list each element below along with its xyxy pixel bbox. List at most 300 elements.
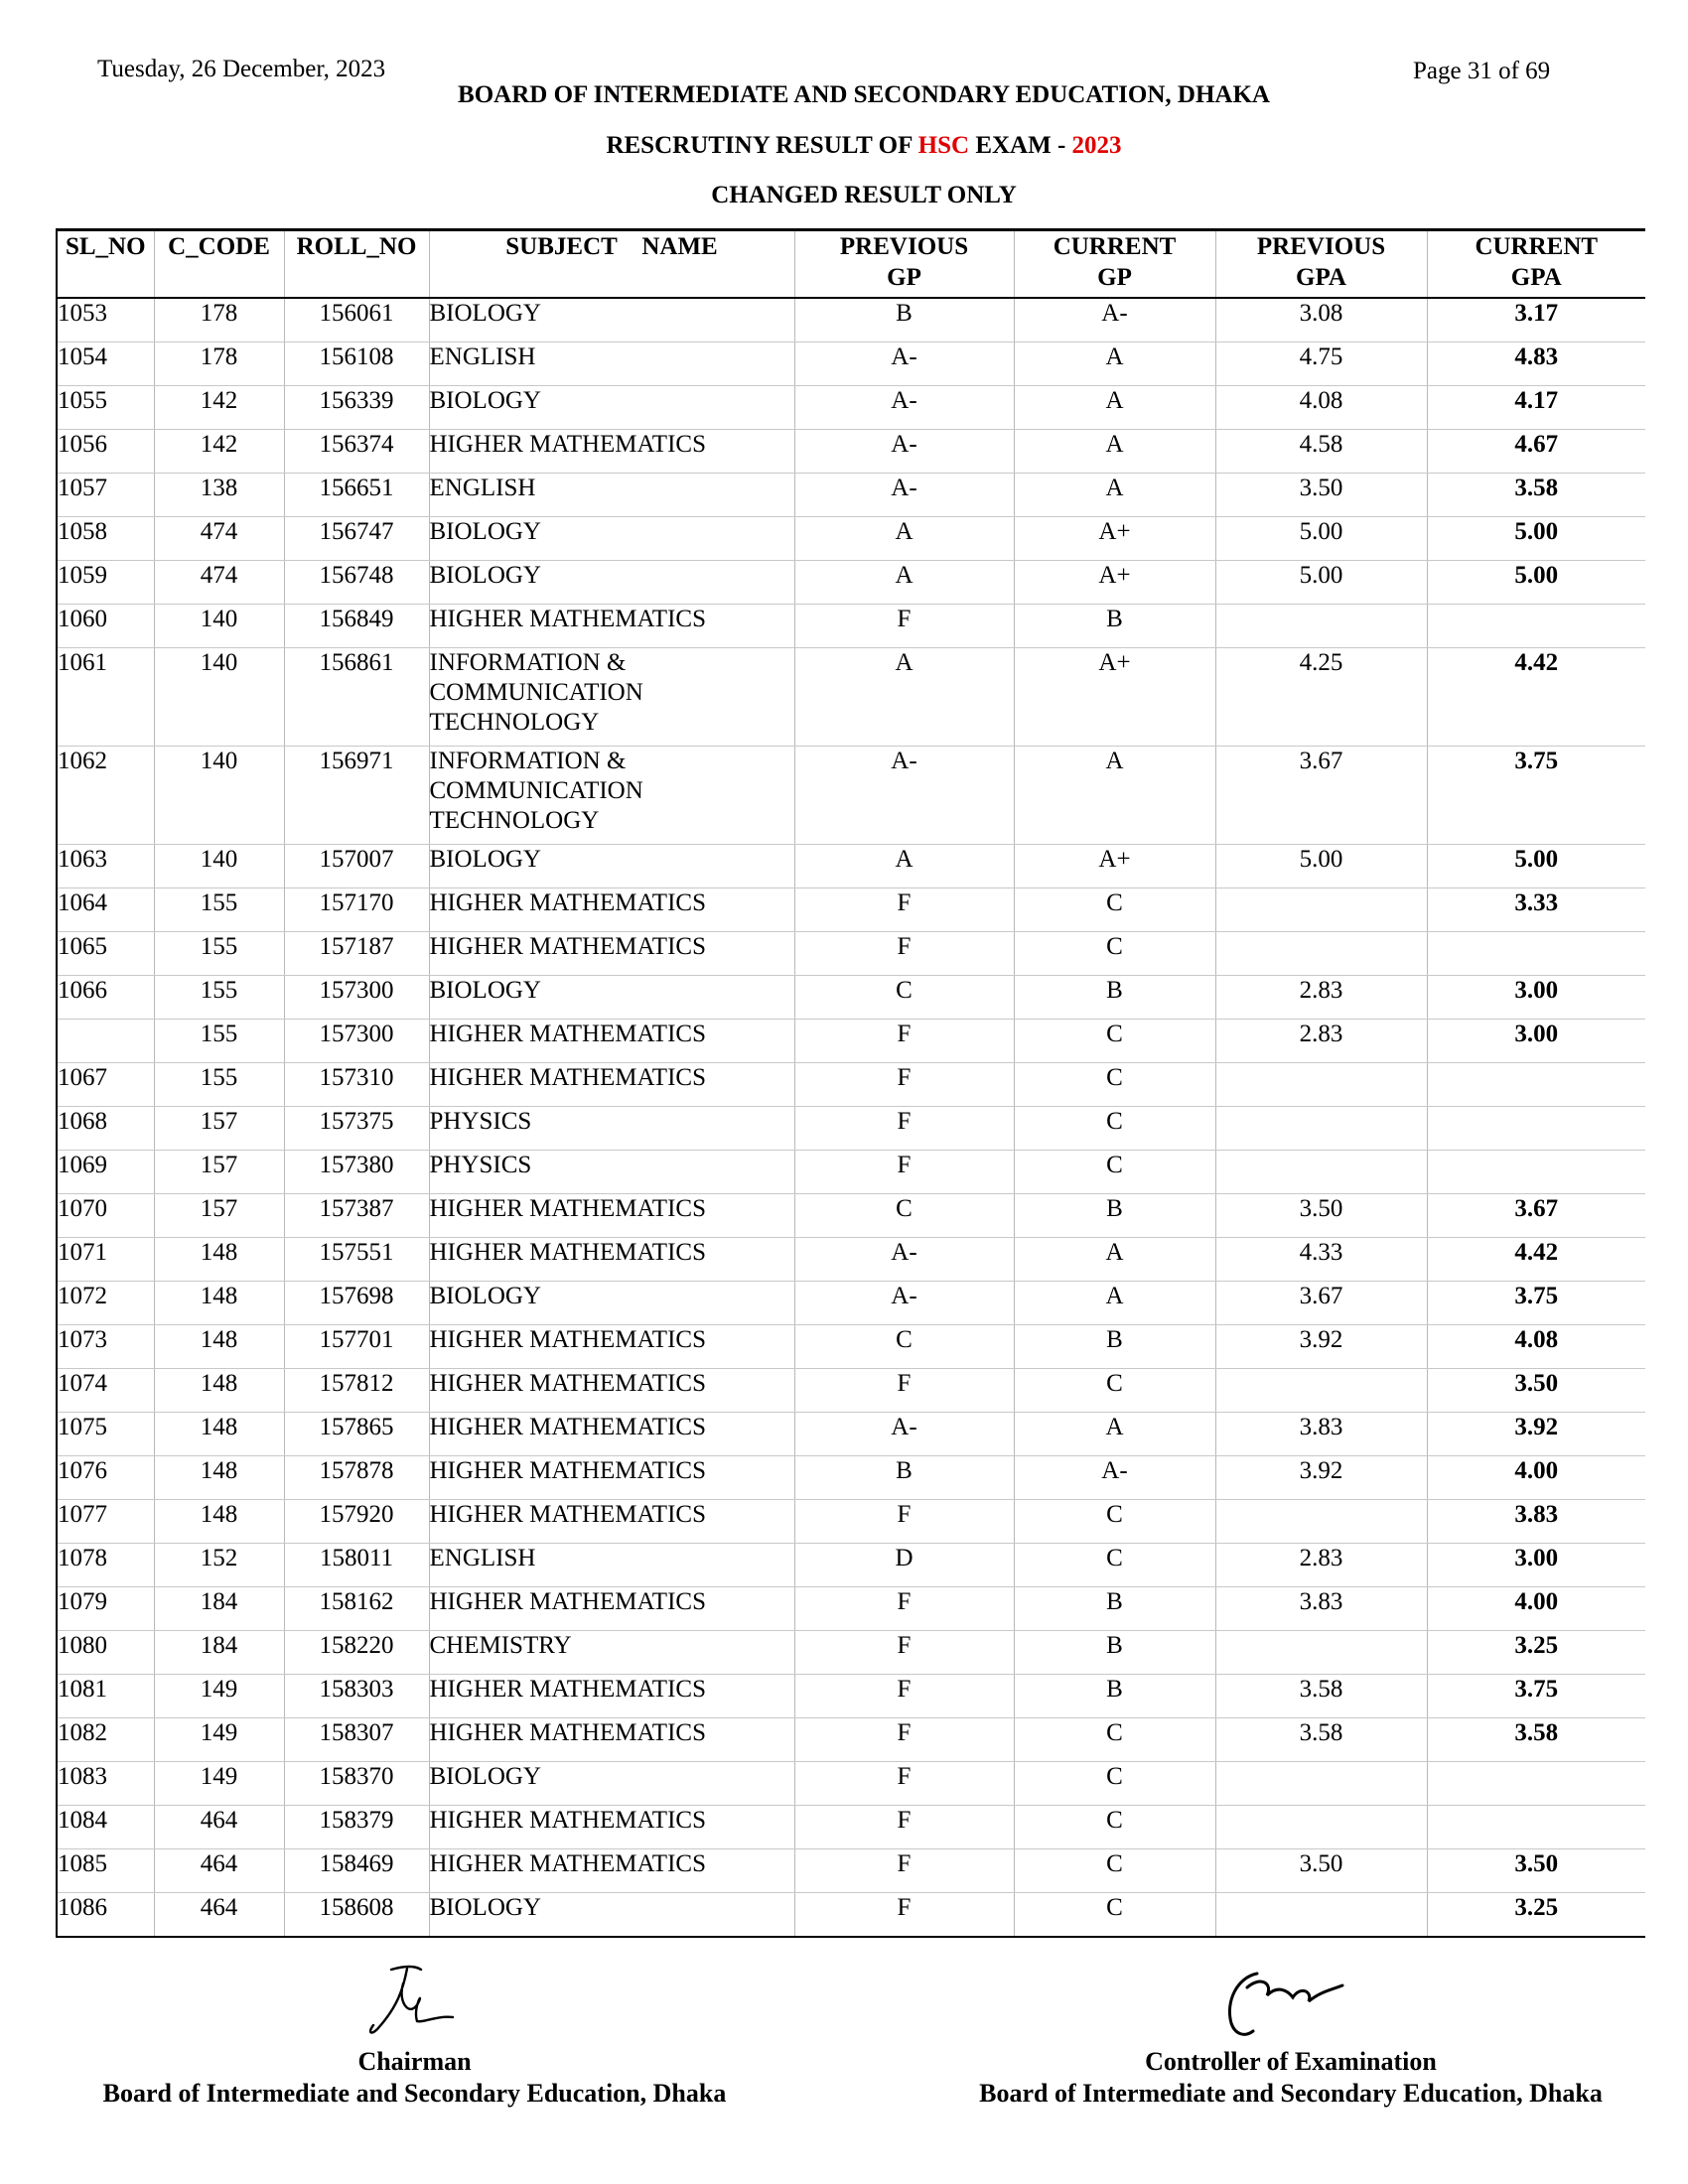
cell-previous-gp: F: [794, 1806, 1014, 1849]
cell-subject-name: CHEMISTRY: [429, 1631, 794, 1675]
cell-previous-gp: F: [794, 1849, 1014, 1893]
cell-current-gpa: [1427, 1806, 1645, 1849]
cell-current-gp: A: [1014, 1238, 1215, 1282]
cell-sl-no: 1075: [57, 1413, 154, 1456]
cell-sl-no: 1079: [57, 1587, 154, 1631]
cell-previous-gpa: [1215, 1806, 1427, 1849]
cell-roll-no: 158608: [284, 1893, 429, 1938]
cell-c-code: 148: [154, 1325, 284, 1369]
cell-roll-no: 156651: [284, 474, 429, 517]
cell-subject-name: PHYSICS: [429, 1107, 794, 1151]
table-row: [57, 386, 1645, 430]
cell-current-gpa: 3.33: [1427, 888, 1645, 932]
cell-subject-name: BIOLOGY: [429, 1282, 794, 1325]
cell-sl-no: 1053: [57, 298, 154, 342]
cell-previous-gp: A-: [794, 474, 1014, 517]
cell-previous-gpa: [1215, 1500, 1427, 1544]
cell-sl-no: 1067: [57, 1063, 154, 1107]
cell-current-gp: C: [1014, 1718, 1215, 1762]
table-row: [57, 1238, 1645, 1282]
cell-subject-name: HIGHER MATHEMATICS: [429, 1238, 794, 1282]
cell-previous-gpa: 3.58: [1215, 1718, 1427, 1762]
cell-previous-gp: F: [794, 1151, 1014, 1194]
cell-previous-gp: A-: [794, 1282, 1014, 1325]
cell-current-gp: A: [1014, 1282, 1215, 1325]
cell-current-gp: C: [1014, 1107, 1215, 1151]
cell-roll-no: 157007: [284, 845, 429, 888]
cell-sl-no: 1058: [57, 517, 154, 561]
cell-previous-gp: F: [794, 1500, 1014, 1544]
cell-sl-no: 1054: [57, 342, 154, 386]
cell-current-gpa: 3.75: [1427, 1675, 1645, 1718]
cell-current-gpa: 5.00: [1427, 845, 1645, 888]
cell-subject-name: HIGHER MATHEMATICS: [429, 1063, 794, 1107]
cell-previous-gpa: 3.50: [1215, 1194, 1427, 1238]
col-header-current-gpa: CURRENT GPA: [1427, 230, 1645, 299]
cell-sl-no: 1073: [57, 1325, 154, 1369]
cell-current-gp: B: [1014, 605, 1215, 648]
table-row: [57, 1762, 1645, 1806]
cell-current-gp: B: [1014, 1587, 1215, 1631]
cell-roll-no: 158379: [284, 1806, 429, 1849]
cell-c-code: 152: [154, 1544, 284, 1587]
table-row: [57, 1194, 1645, 1238]
cell-subject-name: BIOLOGY: [429, 1893, 794, 1938]
cell-sl-no: 1062: [57, 747, 154, 845]
cell-current-gpa: 3.00: [1427, 1544, 1645, 1587]
cell-current-gp: A: [1014, 1413, 1215, 1456]
cell-subject-name: HIGHER MATHEMATICS: [429, 888, 794, 932]
cell-subject-name: BIOLOGY: [429, 561, 794, 605]
cell-current-gpa: 3.67: [1427, 1194, 1645, 1238]
cell-current-gpa: 3.50: [1427, 1849, 1645, 1893]
chairman-org: Board of Intermediate and Secondary Education, Dhaka: [102, 2079, 727, 2108]
cell-current-gp: B: [1014, 1631, 1215, 1675]
cell-current-gpa: 3.50: [1427, 1369, 1645, 1413]
table-row: [57, 474, 1645, 517]
table-row: [57, 1020, 1645, 1063]
cell-sl-no: 1082: [57, 1718, 154, 1762]
cell-c-code: 474: [154, 561, 284, 605]
cell-previous-gpa: 4.75: [1215, 342, 1427, 386]
cell-previous-gp: C: [794, 1194, 1014, 1238]
cell-sl-no: 1057: [57, 474, 154, 517]
table-row: [57, 1500, 1645, 1544]
cell-roll-no: 156971: [284, 747, 429, 845]
cell-previous-gpa: [1215, 1631, 1427, 1675]
cell-current-gp: C: [1014, 1544, 1215, 1587]
cell-current-gpa: 3.75: [1427, 1282, 1645, 1325]
cell-previous-gpa: 5.00: [1215, 845, 1427, 888]
cell-roll-no: 157300: [284, 976, 429, 1020]
cell-c-code: 464: [154, 1893, 284, 1938]
cell-previous-gp: F: [794, 1762, 1014, 1806]
cell-c-code: 464: [154, 1806, 284, 1849]
cell-current-gpa: [1427, 605, 1645, 648]
cell-sl-no: 1074: [57, 1369, 154, 1413]
cell-sl-no: 1071: [57, 1238, 154, 1282]
cell-sl-no: 1069: [57, 1151, 154, 1194]
cell-previous-gp: F: [794, 1063, 1014, 1107]
cell-previous-gp: F: [794, 1718, 1014, 1762]
controller-org: Board of Intermediate and Secondary Education, Dhaka: [979, 2079, 1603, 2108]
table-row: [57, 747, 1645, 845]
table-row: [57, 1107, 1645, 1151]
cell-previous-gpa: 3.58: [1215, 1675, 1427, 1718]
table-row: [57, 932, 1645, 976]
table-row: [57, 845, 1645, 888]
cell-previous-gp: A-: [794, 386, 1014, 430]
table-row: [57, 1544, 1645, 1587]
page-number: Page 31 of 69: [1413, 58, 1551, 84]
results-table: [56, 228, 1645, 1938]
cell-subject-name: HIGHER MATHEMATICS: [429, 605, 794, 648]
result-title-prefix: RESCRUTINY RESULT OF: [606, 132, 913, 159]
cell-roll-no: 157300: [284, 1020, 429, 1063]
cell-previous-gp: A: [794, 648, 1014, 747]
cell-c-code: 142: [154, 386, 284, 430]
cell-subject-name: HIGHER MATHEMATICS: [429, 1500, 794, 1544]
board-title: BOARD OF INTERMEDIATE AND SECONDARY EDUCATION, DHAKA: [458, 81, 1270, 108]
cell-roll-no: 158011: [284, 1544, 429, 1587]
cell-current-gpa: 3.58: [1427, 474, 1645, 517]
cell-current-gpa: 4.42: [1427, 648, 1645, 747]
cell-sl-no: 1068: [57, 1107, 154, 1151]
cell-subject-name: HIGHER MATHEMATICS: [429, 1325, 794, 1369]
cell-previous-gpa: [1215, 888, 1427, 932]
cell-roll-no: 157812: [284, 1369, 429, 1413]
cell-previous-gpa: 2.83: [1215, 1544, 1427, 1587]
cell-current-gp: A+: [1014, 648, 1215, 747]
table-row: [57, 648, 1645, 747]
table-row: [57, 1849, 1645, 1893]
table-row: [57, 1151, 1645, 1194]
cell-c-code: 178: [154, 342, 284, 386]
cell-sl-no: 1084: [57, 1806, 154, 1849]
cell-roll-no: 158469: [284, 1849, 429, 1893]
table-row: [57, 430, 1645, 474]
cell-current-gpa: 4.67: [1427, 430, 1645, 474]
cell-current-gp: C: [1014, 1893, 1215, 1938]
table-row: [57, 1631, 1645, 1675]
cell-c-code: 184: [154, 1631, 284, 1675]
cell-current-gp: B: [1014, 976, 1215, 1020]
cell-current-gp: C: [1014, 1151, 1215, 1194]
cell-c-code: 148: [154, 1369, 284, 1413]
cell-subject-name: BIOLOGY: [429, 1762, 794, 1806]
cell-current-gp: A-: [1014, 1456, 1215, 1500]
cell-current-gpa: 3.00: [1427, 1020, 1645, 1063]
print-date: Tuesday, 26 December, 2023: [97, 56, 386, 82]
cell-subject-name: INFORMATION & COMMUNICATION TECHNOLOGY: [429, 648, 794, 747]
table-row: [57, 561, 1645, 605]
cell-previous-gpa: [1215, 1369, 1427, 1413]
cell-roll-no: 157551: [284, 1238, 429, 1282]
cell-roll-no: 156747: [284, 517, 429, 561]
cell-current-gp: C: [1014, 1020, 1215, 1063]
cell-subject-name: BIOLOGY: [429, 976, 794, 1020]
cell-previous-gp: B: [794, 1456, 1014, 1500]
cell-subject-name: ENGLISH: [429, 1544, 794, 1587]
cell-current-gpa: 4.42: [1427, 1238, 1645, 1282]
cell-c-code: 148: [154, 1238, 284, 1282]
col-header-previous-gpa: PREVIOUS GPA: [1215, 230, 1427, 299]
cell-c-code: 149: [154, 1762, 284, 1806]
table-row: [57, 605, 1645, 648]
cell-roll-no: 157865: [284, 1413, 429, 1456]
cell-current-gpa: [1427, 1151, 1645, 1194]
cell-c-code: 140: [154, 605, 284, 648]
table-row: [57, 888, 1645, 932]
cell-previous-gp: F: [794, 1587, 1014, 1631]
cell-previous-gp: C: [794, 976, 1014, 1020]
cell-sl-no: 1061: [57, 648, 154, 747]
cell-previous-gp: F: [794, 1369, 1014, 1413]
cell-current-gpa: [1427, 932, 1645, 976]
cell-roll-no: 157187: [284, 932, 429, 976]
cell-sl-no: 1055: [57, 386, 154, 430]
cell-c-code: 155: [154, 932, 284, 976]
cell-current-gpa: [1427, 1762, 1645, 1806]
cell-subject-name: ENGLISH: [429, 342, 794, 386]
cell-roll-no: 156748: [284, 561, 429, 605]
cell-previous-gp: F: [794, 932, 1014, 976]
cell-current-gpa: 3.92: [1427, 1413, 1645, 1456]
cell-c-code: 148: [154, 1500, 284, 1544]
cell-previous-gp: A: [794, 845, 1014, 888]
cell-subject-name: HIGHER MATHEMATICS: [429, 1806, 794, 1849]
controller-signature: [1217, 1962, 1376, 2041]
cell-c-code: 138: [154, 474, 284, 517]
cell-roll-no: 157170: [284, 888, 429, 932]
cell-sl-no: 1085: [57, 1849, 154, 1893]
cell-sl-no: 1072: [57, 1282, 154, 1325]
table-row: [57, 1456, 1645, 1500]
cell-current-gpa: 4.00: [1427, 1587, 1645, 1631]
cell-current-gpa: [1427, 1063, 1645, 1107]
cell-sl-no: 1077: [57, 1500, 154, 1544]
cell-previous-gp: F: [794, 1107, 1014, 1151]
cell-sl-no: 1070: [57, 1194, 154, 1238]
cell-current-gpa: 4.83: [1427, 342, 1645, 386]
cell-c-code: 157: [154, 1194, 284, 1238]
cell-current-gpa: 4.08: [1427, 1325, 1645, 1369]
col-header-sl-no: SL_NO: [57, 230, 154, 299]
cell-previous-gpa: [1215, 1151, 1427, 1194]
cell-roll-no: 157878: [284, 1456, 429, 1500]
cell-previous-gp: A: [794, 561, 1014, 605]
cell-c-code: 140: [154, 648, 284, 747]
cell-current-gp: B: [1014, 1194, 1215, 1238]
cell-previous-gpa: [1215, 1107, 1427, 1151]
cell-current-gp: C: [1014, 1762, 1215, 1806]
cell-sl-no: 1059: [57, 561, 154, 605]
cell-current-gp: A: [1014, 342, 1215, 386]
cell-subject-name: HIGHER MATHEMATICS: [429, 1020, 794, 1063]
cell-previous-gpa: 4.08: [1215, 386, 1427, 430]
cell-sl-no: 1078: [57, 1544, 154, 1587]
cell-sl-no: 1056: [57, 430, 154, 474]
cell-sl-no: 1063: [57, 845, 154, 888]
cell-sl-no: [57, 1020, 154, 1063]
table-row: [57, 1806, 1645, 1849]
cell-previous-gpa: 3.83: [1215, 1587, 1427, 1631]
cell-current-gp: A+: [1014, 845, 1215, 888]
cell-current-gpa: [1427, 1107, 1645, 1151]
cell-subject-name: HIGHER MATHEMATICS: [429, 1456, 794, 1500]
cell-subject-name: HIGHER MATHEMATICS: [429, 1587, 794, 1631]
table-row: [57, 1893, 1645, 1938]
cell-c-code: 155: [154, 888, 284, 932]
table-row: [57, 342, 1645, 386]
exam-name: HSC: [917, 132, 970, 159]
cell-previous-gpa: 3.50: [1215, 1849, 1427, 1893]
cell-subject-name: BIOLOGY: [429, 298, 794, 342]
cell-current-gp: A+: [1014, 561, 1215, 605]
cell-c-code: 157: [154, 1107, 284, 1151]
cell-previous-gp: A: [794, 517, 1014, 561]
cell-c-code: 157: [154, 1151, 284, 1194]
col-header-c-code: C_CODE: [154, 230, 284, 299]
cell-current-gpa: 3.00: [1427, 976, 1645, 1020]
cell-roll-no: 158162: [284, 1587, 429, 1631]
header-row: [57, 230, 1645, 299]
cell-subject-name: HIGHER MATHEMATICS: [429, 1369, 794, 1413]
cell-previous-gp: A-: [794, 430, 1014, 474]
cell-current-gp: C: [1014, 1063, 1215, 1107]
cell-current-gp: C: [1014, 932, 1215, 976]
result-title: [0, 132, 1688, 160]
cell-subject-name: HIGHER MATHEMATICS: [429, 430, 794, 474]
cell-current-gp: A+: [1014, 517, 1215, 561]
cell-c-code: 155: [154, 1020, 284, 1063]
table-row: [57, 1675, 1645, 1718]
cell-c-code: 178: [154, 298, 284, 342]
cell-previous-gpa: 3.67: [1215, 747, 1427, 845]
changed-result-title: CHANGED RESULT ONLY: [711, 182, 1017, 208]
cell-previous-gpa: [1215, 932, 1427, 976]
col-header-current-gp: CURRENT GP: [1014, 230, 1215, 299]
chairman-title: Chairman: [357, 2047, 472, 2076]
cell-roll-no: 158307: [284, 1718, 429, 1762]
cell-current-gp: B: [1014, 1675, 1215, 1718]
cell-subject-name: HIGHER MATHEMATICS: [429, 1675, 794, 1718]
cell-previous-gp: F: [794, 1631, 1014, 1675]
cell-subject-name: INFORMATION & COMMUNICATION TECHNOLOGY: [429, 747, 794, 845]
cell-previous-gpa: 2.83: [1215, 976, 1427, 1020]
cell-current-gpa: 5.00: [1427, 517, 1645, 561]
cell-current-gp: C: [1014, 888, 1215, 932]
cell-roll-no: 156861: [284, 648, 429, 747]
cell-previous-gpa: [1215, 605, 1427, 648]
cell-current-gp: A: [1014, 430, 1215, 474]
cell-previous-gp: A-: [794, 1413, 1014, 1456]
cell-previous-gpa: 4.58: [1215, 430, 1427, 474]
cell-previous-gp: F: [794, 1893, 1014, 1938]
cell-c-code: 464: [154, 1849, 284, 1893]
cell-sl-no: 1060: [57, 605, 154, 648]
table-body: [57, 298, 1645, 1937]
cell-previous-gpa: 5.00: [1215, 561, 1427, 605]
cell-previous-gpa: 2.83: [1215, 1020, 1427, 1063]
cell-current-gpa: 4.00: [1427, 1456, 1645, 1500]
chairman-signature: [357, 1964, 467, 2039]
controller-title: Controller of Examination: [1145, 2047, 1437, 2076]
cell-previous-gpa: 4.25: [1215, 648, 1427, 747]
cell-previous-gp: F: [794, 605, 1014, 648]
cell-c-code: 140: [154, 845, 284, 888]
col-header-previous-gp: PREVIOUS GP: [794, 230, 1014, 299]
cell-subject-name: HIGHER MATHEMATICS: [429, 1413, 794, 1456]
cell-previous-gpa: [1215, 1762, 1427, 1806]
cell-current-gpa: 3.83: [1427, 1500, 1645, 1544]
cell-current-gpa: 3.25: [1427, 1631, 1645, 1675]
cell-c-code: 148: [154, 1456, 284, 1500]
table-row: [57, 1587, 1645, 1631]
cell-current-gp: A: [1014, 474, 1215, 517]
cell-roll-no: 158220: [284, 1631, 429, 1675]
cell-c-code: 149: [154, 1675, 284, 1718]
cell-previous-gp: A-: [794, 1238, 1014, 1282]
cell-roll-no: 156061: [284, 298, 429, 342]
cell-current-gp: A: [1014, 386, 1215, 430]
result-title-mid: EXAM -: [975, 132, 1066, 159]
cell-roll-no: 156108: [284, 342, 429, 386]
cell-c-code: 148: [154, 1282, 284, 1325]
cell-sl-no: 1066: [57, 976, 154, 1020]
cell-current-gp: A: [1014, 747, 1215, 845]
cell-current-gpa: 3.75: [1427, 747, 1645, 845]
cell-previous-gpa: [1215, 1893, 1427, 1938]
cell-previous-gpa: 3.08: [1215, 298, 1427, 342]
cell-subject-name: ENGLISH: [429, 474, 794, 517]
cell-c-code: 149: [154, 1718, 284, 1762]
table-row: [57, 298, 1645, 342]
cell-c-code: 148: [154, 1413, 284, 1456]
cell-roll-no: 157701: [284, 1325, 429, 1369]
table-header: [57, 230, 1645, 299]
cell-current-gp: B: [1014, 1325, 1215, 1369]
cell-previous-gpa: 3.83: [1215, 1413, 1427, 1456]
cell-current-gpa: 3.25: [1427, 1893, 1645, 1938]
table-row: [57, 1325, 1645, 1369]
cell-subject-name: BIOLOGY: [429, 386, 794, 430]
cell-roll-no: 156374: [284, 430, 429, 474]
table-row: [57, 1718, 1645, 1762]
cell-sl-no: 1076: [57, 1456, 154, 1500]
exam-year: 2023: [1071, 132, 1122, 159]
cell-roll-no: 157380: [284, 1151, 429, 1194]
cell-current-gpa: 4.17: [1427, 386, 1645, 430]
table-row: [57, 1413, 1645, 1456]
cell-c-code: 140: [154, 747, 284, 845]
cell-roll-no: 158370: [284, 1762, 429, 1806]
table-row: [57, 1282, 1645, 1325]
cell-subject-name: PHYSICS: [429, 1151, 794, 1194]
table-row: [57, 976, 1645, 1020]
table-row: [57, 1369, 1645, 1413]
cell-roll-no: 157698: [284, 1282, 429, 1325]
cell-previous-gp: B: [794, 298, 1014, 342]
cell-roll-no: 157310: [284, 1063, 429, 1107]
cell-c-code: 184: [154, 1587, 284, 1631]
cell-previous-gpa: [1215, 1063, 1427, 1107]
cell-sl-no: 1083: [57, 1762, 154, 1806]
cell-previous-gp: D: [794, 1544, 1014, 1587]
cell-c-code: 142: [154, 430, 284, 474]
cell-sl-no: 1080: [57, 1631, 154, 1675]
cell-roll-no: 157375: [284, 1107, 429, 1151]
